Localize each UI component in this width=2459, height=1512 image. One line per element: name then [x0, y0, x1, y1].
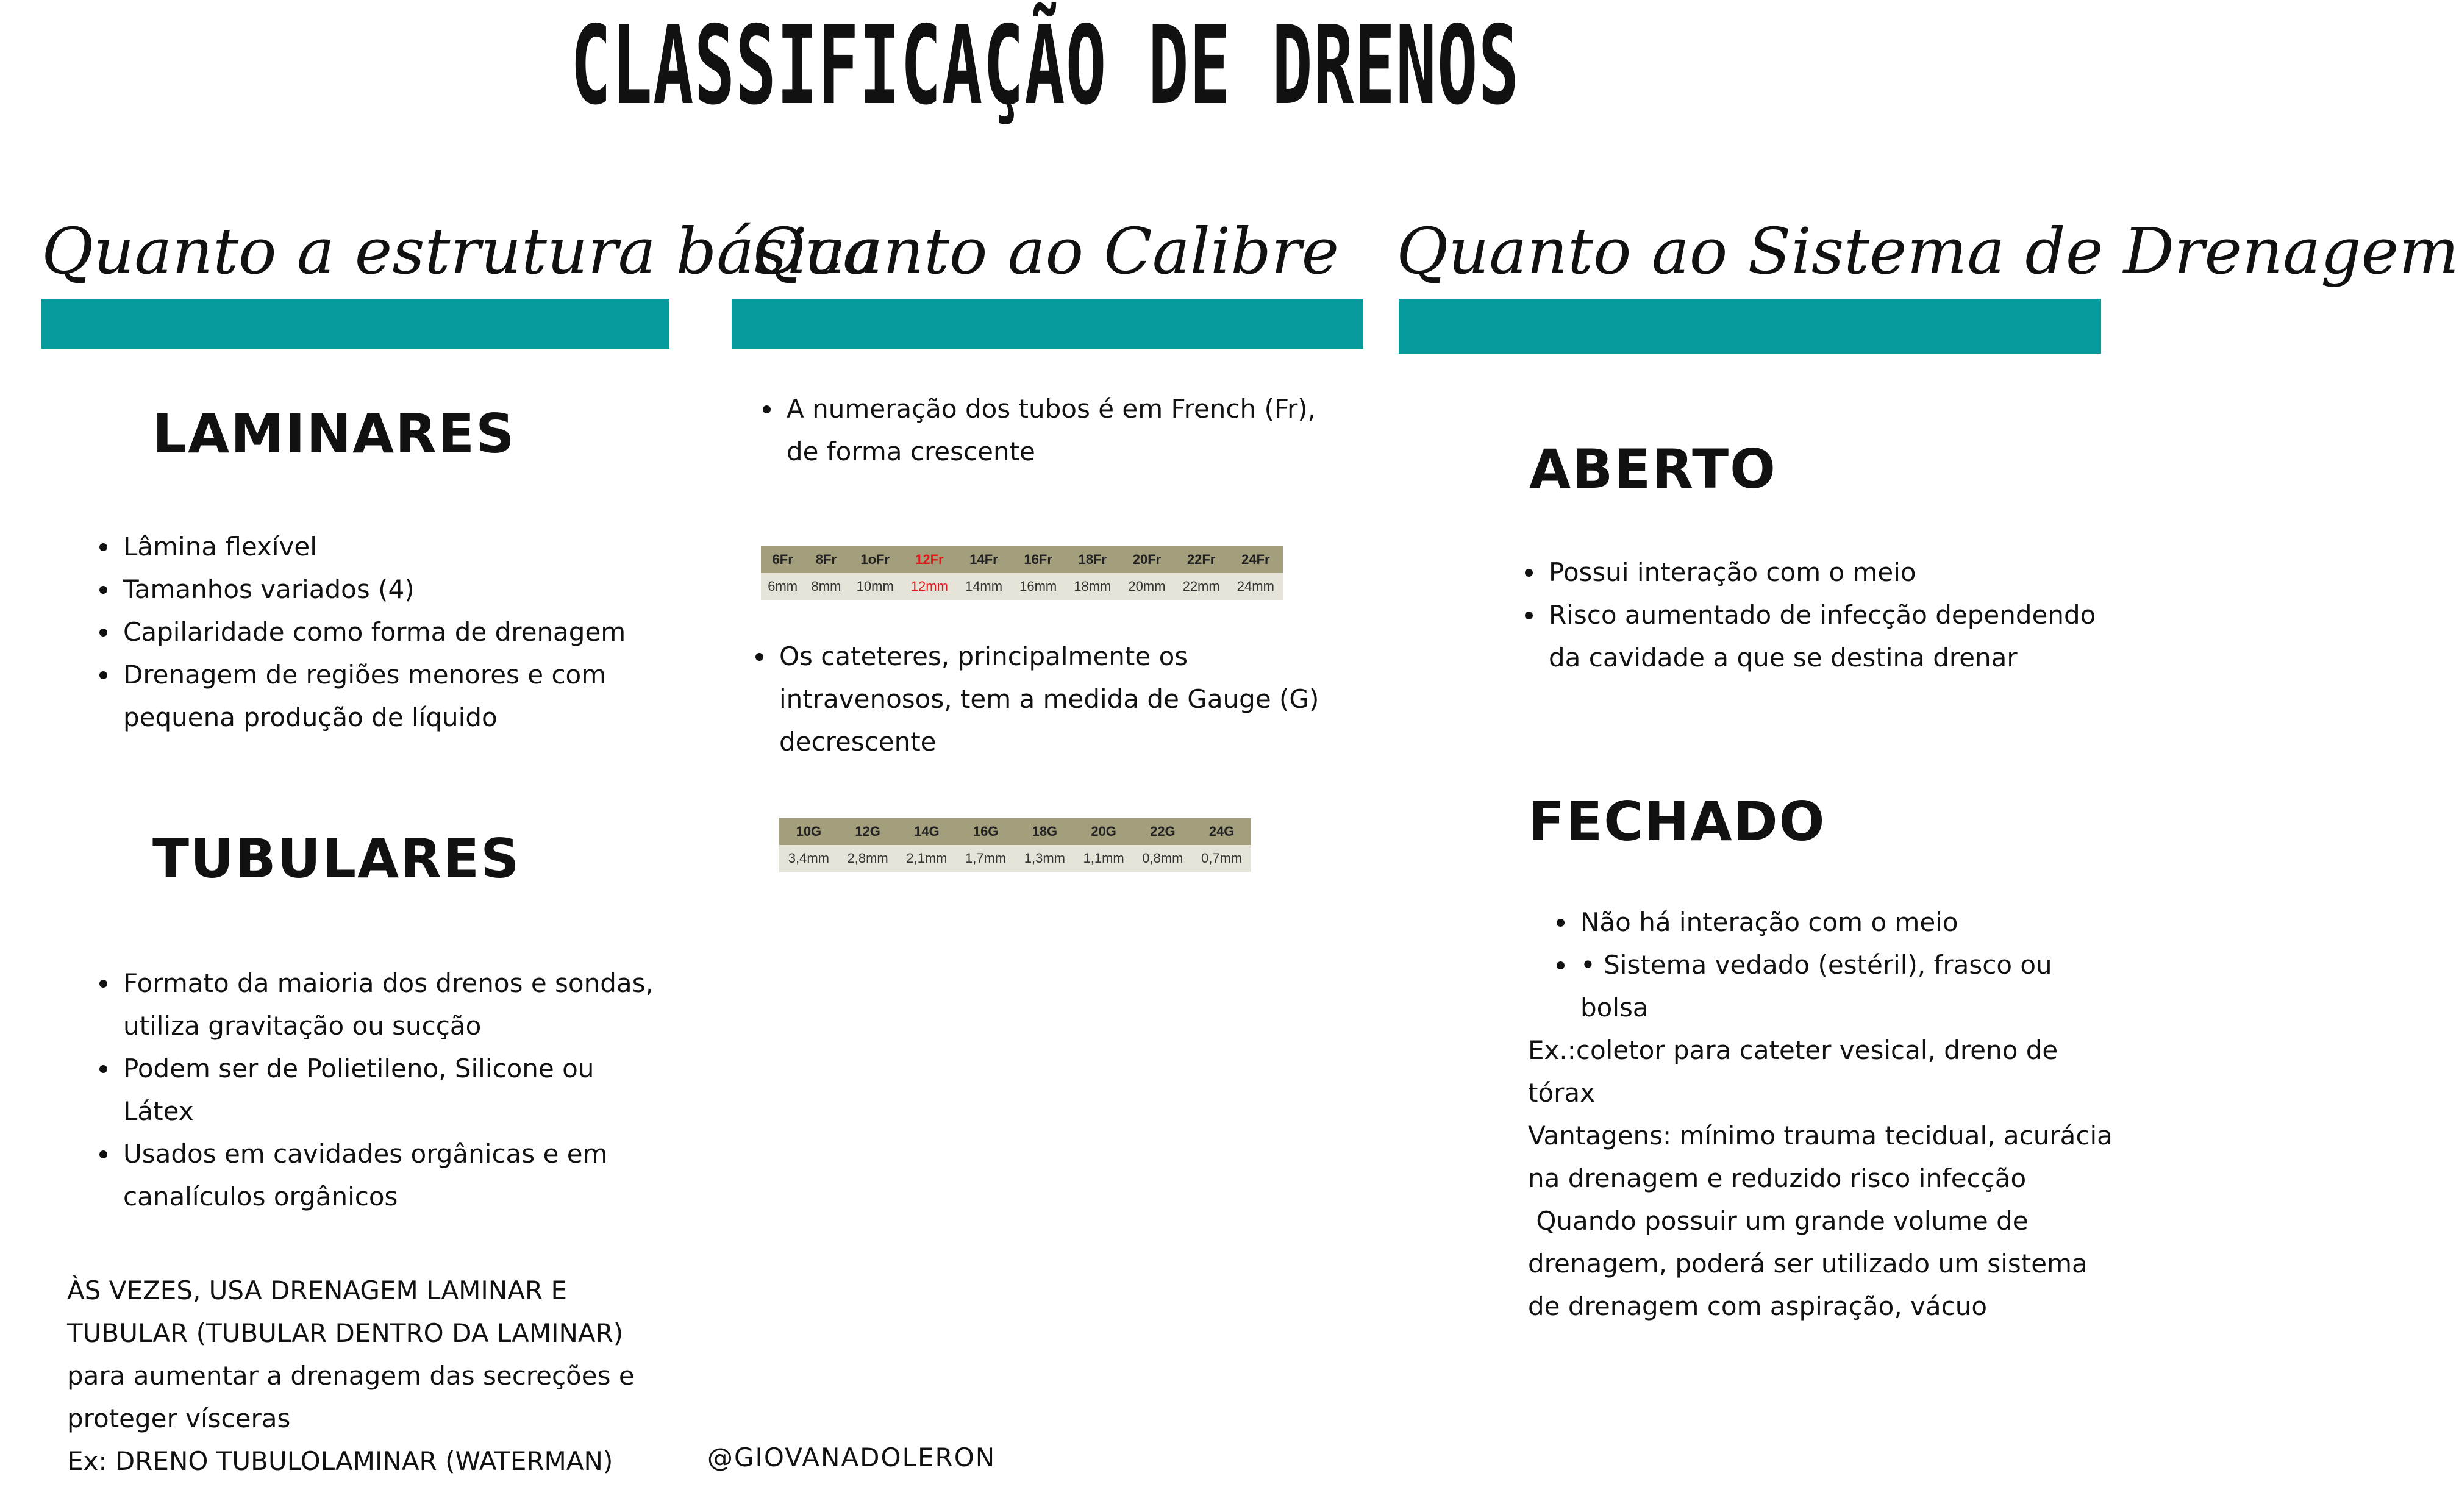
list-item: canalículos orgânicos	[123, 1182, 398, 1211]
gauge-mm-cell: 0,8mm	[1133, 845, 1193, 872]
french-mm-cell: 20mm	[1119, 573, 1174, 600]
list-item: • Possui interação com o meio	[1545, 551, 2096, 594]
gauge-size-cell: 22G	[1133, 818, 1193, 845]
french-mm-cell-highlight: 12mm	[902, 573, 957, 600]
french-size-cell: 14Fr	[957, 546, 1011, 573]
list-item: • Formato da maioria dos drenos e sondas,	[120, 962, 654, 1005]
subtitle-tubulares: TUBULARES	[152, 827, 521, 890]
list-item: • Risco aumentado de infecção dependendo	[1545, 594, 2096, 637]
gauge-size-cell: 20G	[1074, 818, 1133, 845]
french-mm-cell: 16mm	[1011, 573, 1065, 600]
fechado-details	[1528, 1029, 2113, 1328]
list-item: • Drenagem de regiões menores e com	[120, 654, 626, 696]
list-item: • Usados em cavidades orgânicas e em	[120, 1133, 654, 1175]
list-aberto	[1517, 551, 2096, 679]
note-line: proteger vísceras	[67, 1403, 291, 1433]
french-mm-cell: 18mm	[1065, 573, 1119, 600]
accent-bar-estrutura	[41, 299, 669, 349]
note-line: Ex: DRENO TUBULOLAMINAR (WATERMAN)	[67, 1446, 613, 1476]
detail-line: Vantagens: mínimo trauma tecidual, acurácia	[1528, 1121, 2113, 1150]
detail-line: Ex.:coletor para cateter vesical, dreno de	[1528, 1035, 2058, 1065]
note-line: para aumentar a drenagem das secreções e	[67, 1361, 635, 1391]
list-item: • Lâmina flexível	[120, 526, 626, 568]
gauge-mm-cell: 1,7mm	[956, 845, 1015, 872]
list-item: bolsa	[1580, 993, 1649, 1022]
list-item: de forma crescente	[787, 437, 1035, 466]
french-size-table	[761, 546, 1283, 600]
french-size-cell: 6Fr	[761, 546, 804, 573]
list-item: • Os cateteres, principalmente os	[776, 635, 1319, 678]
list-tubulares	[91, 962, 654, 1218]
french-size-cell-highlight: 12Fr	[902, 546, 957, 573]
accent-bar-calibre	[732, 299, 1363, 349]
french-size-cell: 22Fr	[1174, 546, 1229, 573]
list-item: da cavidade a que se destina drenar	[1549, 643, 2018, 672]
gauge-mm-cell: 0,7mm	[1192, 845, 1251, 872]
french-size-cell: 8Fr	[804, 546, 848, 573]
list-item: Látex	[123, 1096, 194, 1126]
list-item: utiliza gravitação ou sucção	[123, 1011, 482, 1041]
note-line: ÀS VEZES, USA DRENAGEM LAMINAR E	[67, 1275, 568, 1305]
gauge-size-cell: 10G	[779, 818, 838, 845]
gauge-size-cell: 16G	[956, 818, 1015, 845]
heading-sistema: Quanto ao Sistema de Drenagem	[1396, 214, 2459, 288]
subtitle-aberto: ABERTO	[1529, 438, 1777, 501]
note-line: TUBULAR (TUBULAR DENTRO DA LAMINAR)	[67, 1318, 624, 1348]
french-mm-cell: 24mm	[1229, 573, 1283, 600]
subtitle-laminares: LAMINARES	[152, 402, 516, 465]
list-laminares	[91, 526, 626, 739]
french-mm-cell: 8mm	[804, 573, 848, 600]
heading-calibre: Quanto ao Calibre	[752, 214, 1340, 288]
list-item: • Tamanhos variados (4)	[120, 568, 626, 611]
note-tubulolaminar	[67, 1269, 635, 1483]
heading-estrutura: Quanto a estrutura básica	[41, 214, 881, 288]
detail-line: tórax	[1528, 1078, 1596, 1108]
list-french	[755, 388, 1316, 473]
detail-line: Quando possuir um grande volume de	[1528, 1206, 2029, 1236]
gauge-size-cell: 24G	[1192, 818, 1251, 845]
gauge-size-cell: 18G	[1015, 818, 1074, 845]
detail-line: de drenagem com aspiração, vácuo	[1528, 1291, 1988, 1321]
gauge-mm-cell: 2,1mm	[898, 845, 957, 872]
french-mm-cell: 6mm	[761, 573, 804, 600]
list-item: • Não há interação com o meio	[1577, 901, 2052, 944]
list-item: intravenosos, tem a medida de Gauge (G)	[779, 684, 1319, 714]
french-size-cell: 16Fr	[1011, 546, 1065, 573]
list-gauge	[748, 635, 1319, 763]
gauge-mm-cell: 1,3mm	[1015, 845, 1074, 872]
subtitle-fechado: FECHADO	[1528, 790, 1826, 853]
list-item: • Capilaridade como forma de drenagem	[120, 611, 626, 654]
gauge-mm-cell: 1,1mm	[1074, 845, 1133, 872]
detail-line: na drenagem e reduzido risco infecção	[1528, 1163, 2027, 1193]
gauge-mm-cell: 2,8mm	[838, 845, 898, 872]
gauge-size-cell: 14G	[898, 818, 957, 845]
list-item: pequena produção de líquido	[123, 702, 498, 732]
list-item: • • Sistema vedado (estéril), frasco ou	[1577, 944, 2052, 986]
list-item: • Podem ser de Polietileno, Silicone ou	[120, 1047, 654, 1090]
accent-bar-sistema	[1399, 299, 2101, 354]
detail-line: drenagem, poderá ser utilizado um sistema	[1528, 1249, 2088, 1278]
french-mm-cell: 14mm	[957, 573, 1011, 600]
list-fechado	[1549, 901, 2052, 1029]
french-size-cell: 18Fr	[1065, 546, 1119, 573]
list-item: decrescente	[779, 727, 937, 757]
french-size-cell: 20Fr	[1119, 546, 1174, 573]
french-size-cell: 24Fr	[1229, 546, 1283, 573]
gauge-size-table	[779, 818, 1251, 872]
french-size-cell: 1oFr	[848, 546, 902, 573]
french-mm-cell: 10mm	[848, 573, 902, 600]
page-title: CLASSIFICAÇÃO DE DRENOS	[570, 2, 1520, 129]
author-handle: @GIOVANADOLERON	[707, 1442, 996, 1472]
gauge-mm-cell: 3,4mm	[779, 845, 838, 872]
gauge-size-cell: 12G	[838, 818, 898, 845]
list-item: • A numeração dos tubos é em French (Fr),	[783, 388, 1316, 430]
french-mm-cell: 22mm	[1174, 573, 1229, 600]
